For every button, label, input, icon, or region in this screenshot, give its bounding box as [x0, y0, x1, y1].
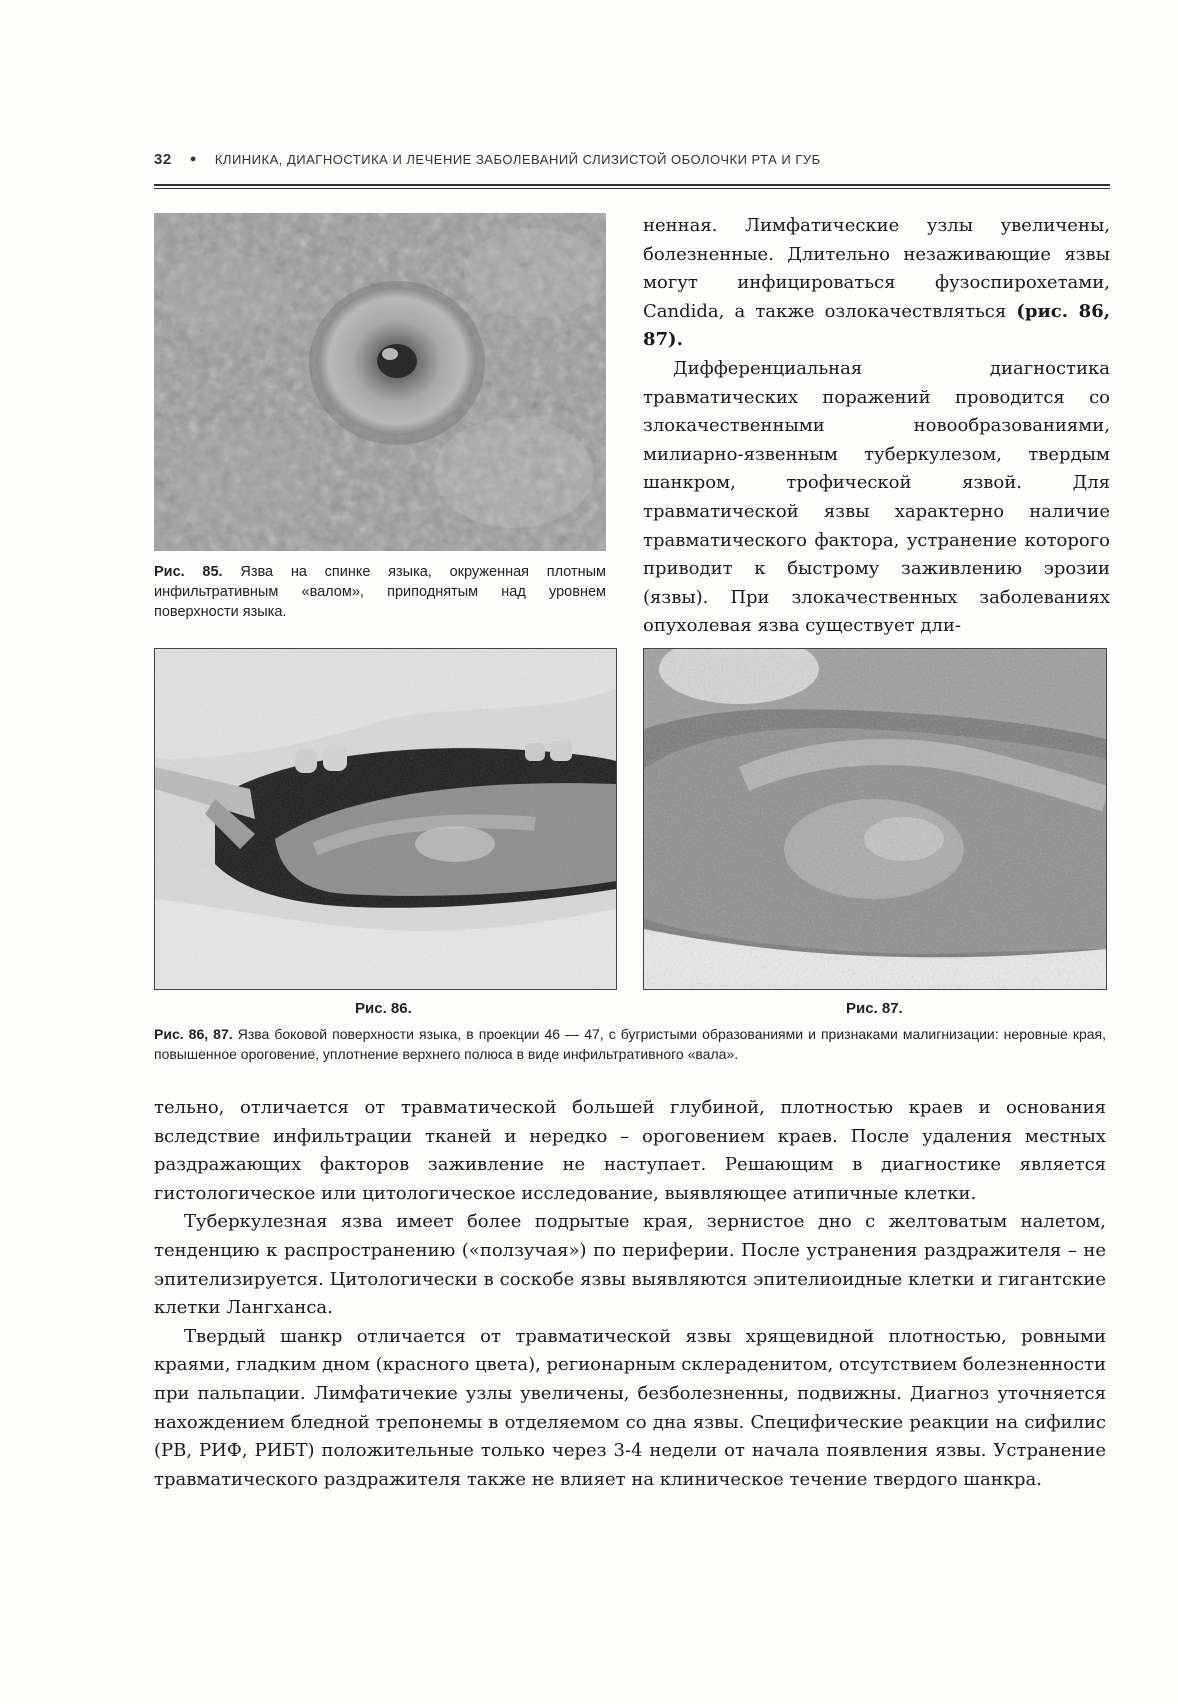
tongue-lateral-image	[644, 649, 1106, 989]
bullet-icon: ●	[189, 153, 197, 165]
right-paragraph-1	[643, 212, 1110, 355]
running-header	[154, 148, 1074, 170]
page-number: 32	[154, 150, 172, 168]
figure-86-87-caption	[154, 1024, 1106, 1064]
figure-reference: (рис. 86, 87).	[643, 300, 1111, 351]
figure-86-label: Рис. 86.	[355, 1000, 412, 1017]
figure-85-text: Язва на спинке языка, окруженная плотным инфильтративным «валом», приподнятым над уровнем поверхности языка.	[154, 564, 606, 620]
figure-86-87-text: Язва боковой поверхности языка, в проекции 46 — 47, с бугристыми образованиями и признаками малигнизации: неровные края, повышенное ороговение, уплотнение верхнего полюса в виде инфильтративного «вала».	[154, 1026, 1107, 1062]
right-paragraph-1-text: ненная. Лимфатические узлы увеличены, болезненные. Длительно незаживающие язвы могут инфицироваться фузоспирохетами, Candida, а также озлокачествляться	[643, 215, 1110, 322]
figure-85-caption	[154, 562, 606, 622]
body-text	[154, 1094, 1106, 1494]
right-paragraph-2: Дифференциальная диагностика травматических поражений проводится со злокачественными новообразованиями, милиарно-язвенным туберкулезом, твердым шанкром, трофической язвой. Для травматической язвы характерно наличие травматического фактора, устранение которого приводит к быстрому заживлению эрозии (язвы). При злокачественных заболеваниях опухолевая язва существует дли-	[643, 357, 1110, 637]
right-column-text	[643, 212, 1110, 641]
figure-85-label: Рис. 85.	[154, 564, 223, 580]
tongue-ulcer-image	[154, 213, 606, 551]
figure-86-photo	[154, 648, 617, 990]
header-rule-thin	[154, 188, 1110, 189]
figure-87-photo	[643, 648, 1107, 990]
figure-86-87-label: Рис. 86, 87.	[154, 1026, 233, 1042]
body-paragraph-1: тельно, отличается от травматической большей глубиной, плотностью краев и основания вследствие инфильтрации тканей и нередко – ороговением краев. После удаления местных раздражающих факторов заживление не наступает. Решающим в диагностике является гистологическое или цитологическое исследование, выявляющее атипичные клетки.	[154, 1097, 1106, 1204]
figure-85-photo	[154, 213, 606, 551]
header-rule	[154, 184, 1110, 186]
mouth-tongue-image	[155, 649, 616, 989]
figure-87-label: Рис. 87.	[846, 1000, 903, 1017]
running-title: КЛИНИКА, ДИАГНОСТИКА И ЛЕЧЕНИЕ ЗАБОЛЕВАНИЙ СЛИЗИСТОЙ ОБОЛОЧКИ РТА И ГУБ	[214, 151, 821, 167]
body-paragraph-3: Твердый шанкр отличается от травматической язвы хрящевидной плотностью, ровными краями, гладким дном (красного цвета), регионарным склераденитом, отсутствием болезненности при пальпации. Лимфатичекие узлы увеличены, безболезненны, подвижны. Диагноз уточняется нахождением бледной трепонемы в отделяемом со дна язвы. Специфические реакции на сифилис (РВ, РИФ, РИБТ) положительные только через 3-4 недели от начала появления язвы. Устранение травматического раздражителя также не влияет на клиническое течение твердого шанкра.	[154, 1325, 1106, 1490]
body-paragraph-2: Туберкулезная язва имеет более подрытые края, зернистое дно с желтоватым налетом, тенденцию к распространению («ползучая») по периферии. После устранения раздражителя – не эпителизируется. Цитологически в соскобе язвы выявляются эпителиоидные клетки и гигантские клетки Лангханса.	[154, 1211, 1106, 1319]
